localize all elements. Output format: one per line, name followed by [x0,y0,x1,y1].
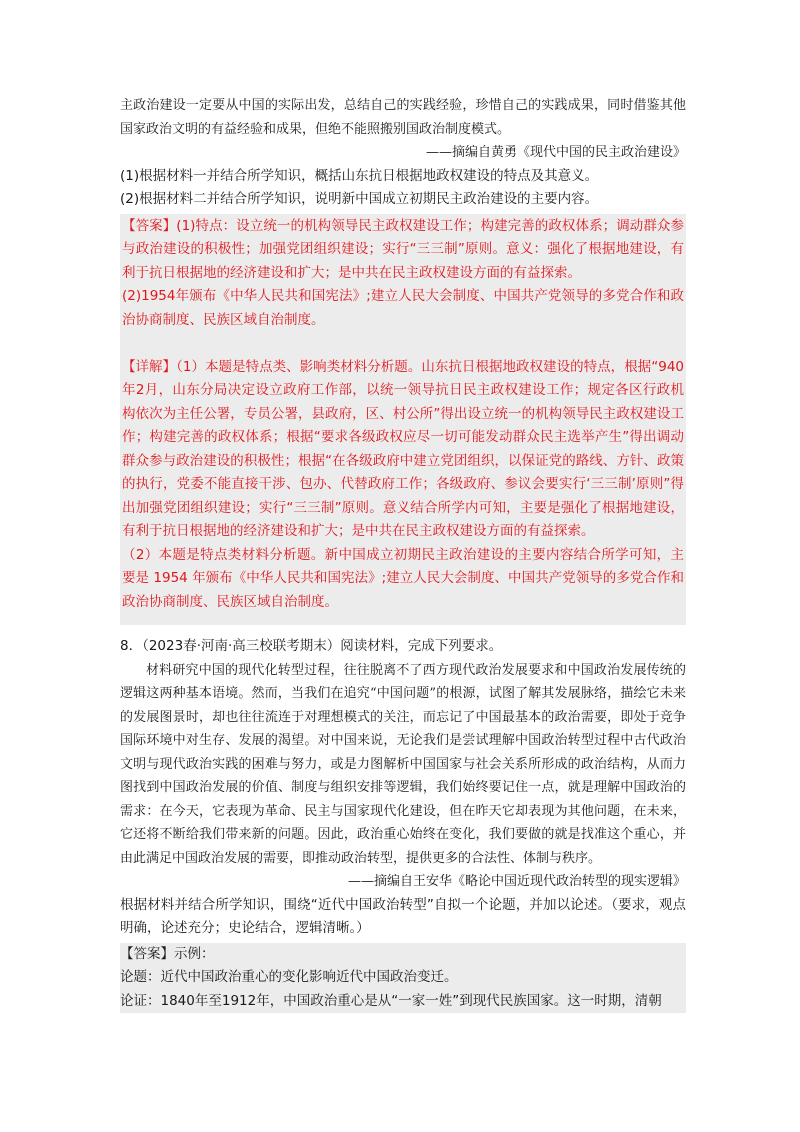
question-8-answer-box [120,943,686,1014]
question-8-source: ——摘编自王安华《略论中国近现代政治转型的现实逻辑》 [347,874,686,889]
q8-answer-intro: 示例： [174,945,215,962]
document-page [120,94,686,1013]
detail-part-1: （1）本题是特点类、影响类材料分析题。山东抗日根据地政权建设的特点，根据“940年2月，山东分局决定设立政府工作部，以统一领导抗日民主政权建设工作；规定各区行政机构依次为主任公署，专员公署，县政府，区、村公所”得出设立统一的机构领导民主政权建设工作；构建完善的政权体系；根据“要求各级政权应尽一切可能发动群众民主选举产生”得出调动群众参与政治建设的积极性；根据“在各级政府中建立党团组织，以保证党的路线、方针、政策的执行，党委不能直接干涉、包办、代替政府工作；各级政府、参议会要实行‘三三制’原则”得出加强党团组织建设；实行“三三制”原则。意义结合所学内可知，主要是强化了根据地建设，有利于抗日根据地的经济建设和扩大；是中共在民主政权建设方面的有益探索。 [122,358,684,539]
question-1: (1)根据材料一并结合所学知识，概括山东抗日根据地政权建设的特点及其意义。 [120,167,599,184]
detail-part-2: （2）本题是特点类材料分析题。新中国成立初期民主政治建设的主要内容结合所学可知，主要是 1954 年颁布《中华人民共和国宪法》;建立人民大会制度、中国共产党领导的多党合作和政治协商制度、民族区域自治制度。 [122,546,684,610]
blank-line [122,332,684,356]
answer-part-2: (2)1954年颁布《中华人民共和国宪法》;建立人民大会制度、中国共产党领导的多党合作和政治协商制度、民族区域自治制度。 [122,288,684,328]
material-two-source: ——摘编自黄勇《现代中国的民主政治建设》 [425,145,686,160]
answer-detail-box [120,214,686,626]
q8-answer-label: 【答案】 [120,945,174,962]
material-two-text: 主政治建设一定要从中国的实际出发，总结自己的实践经验，珍惜自己的实践成果，同时借鉴其他国家政治文明的有益经验和成果，但绝不能照搬别国政治制度模式。 [120,98,686,137]
detail-label: 【详解】 [122,358,177,375]
answer-part-1: (1)特点：设立统一的机构领导民主政权建设工作；构建完善的政权体系；调动群众参与政治建设的积极性；加强党团组织建设；实行“三三制”原则。意义：强化了根据地建设，有利于抗日根据地的经济建设和扩大；是中共在民主政权建设方面的有益探索。 [122,217,685,281]
question-8-material: 材料研究中国的现代化转型过程，往往脱离不了西方现代政治发展要求和中国政治发展传统的逻辑这两种基本语境。然而，当我们在追究“中国问题”的根源，试图了解其发展脉络，描绘它未来的发展图景时，却也往往流连于对理想模式的关注，而忘记了中国最基本的政治需要，即处于竞争国际环境中对生存、发展的渴望。对中国来说，无论我们是尝试理解中国政治转型过程中古代政治文明与现代政治实践的困难与努力，或是力图解析中国国家与社会关系所形成的政治结构，从而力图找到中国政治发展的价值、制度与组织安排等逻辑，我们始终要记住一点，就是理解中国政治的需求：在今天，它表现为革命、民主与国家现代化建设，但在昨天它却表现为其他问题，在未来，它还将不断给我们带来新的问题。因此，政治重心始终在变化，我们要做的就是找准这个重心，并由此满足中国政治发展的需要，即推动政治转型，提供更多的合法性、体制与秩序。 [120,662,686,866]
question-2: (2)根据材料二并结合所学知识，说明新中国成立初期民主政治建设的主要内容。 [120,191,599,207]
box-bottom-padding [122,614,684,624]
question-8-prompt: 根据材料并结合所学知识，围绕“近代中国政治转型”自拟一个论题，并加以论述。（要求，观点明确，论述充分；史论结合，逻辑清晰。） [120,896,686,936]
answer-label: 【答案】 [122,217,177,234]
question-8-title: 8．（2023春·河南·高三校联考期末）阅读材料，完成下列要求。 [120,638,503,654]
q8-thesis: 论题：近代中国政治重心的变化影响近代中国政治变迁。 [120,969,458,985]
q8-argument: 论证：1840年至1912年，中国政治重心是从“一家一姓”到现代民族国家。这一时期，清朝 [120,992,662,1009]
